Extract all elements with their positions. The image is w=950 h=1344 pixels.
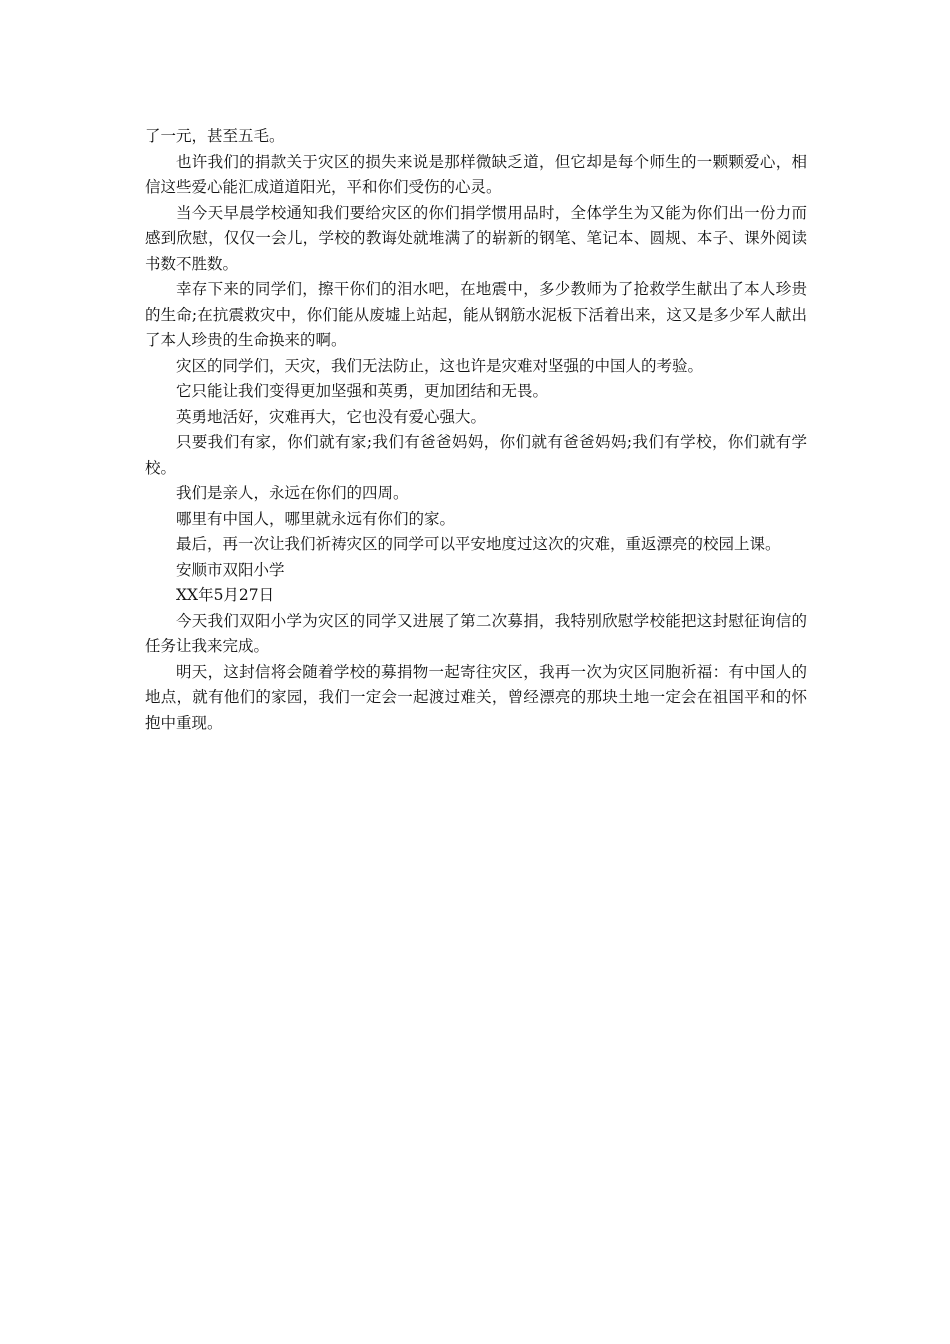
- paragraph-live-bravely: 英勇地活好，灾难再大，它也没有爱心强大。: [176, 407, 487, 426]
- paragraph-blessing: 明天，这封信将会随着学校的募捐物一起寄往灾区，我再一次为灾区同胞祈福：有中国人的地点，就有他们的家园，我们一定会一起渡过难关，曾经漂亮的那块土地一定会在祖国平和的怀抱中重现。: [145, 662, 807, 732]
- document-page: [145, 124, 807, 736]
- paragraph-home-family: 只要我们有家，你们就有家;我们有爸爸妈妈，你们就有爸爸妈妈;我们有学校，你们就有学校。: [145, 433, 807, 477]
- paragraph-school-supplies: 当今天早晨学校通知我们要给灾区的你们捐学惯用品时，全体学生为又能为你们出一份力而感到欣慰，仅仅一会儿，学校的教诲处就堆满了的崭新的钢笔、笔记本、圆规、本子、课外阅读书数不胜数。: [145, 203, 807, 273]
- paragraph-disaster-test: 灾区的同学们，天灾，我们无法防止，这也许是灾难对坚强的中国人的考验。: [176, 356, 704, 375]
- paragraph-stronger: 它只能让我们变得更加坚强和英勇，更加团结和无畏。: [176, 382, 549, 400]
- signature-school: 安顺市双阳小学: [176, 560, 285, 579]
- paragraph-chinese-home: 哪里有中国人，哪里就永远有你们的家。: [176, 509, 456, 528]
- signature-date: XX年5月27日: [176, 586, 275, 604]
- paragraph-continuation: 了一元，甚至五毛。: [145, 127, 285, 145]
- paragraph-survivors: 幸存下来的同学们，擦干你们的泪水吧，在地震中，多少教师为了抢救学生献出了本人珍贵的生命;在抗震救灾中，你们能从废墟上站起，能从钢筋水泥板下活着出来，这又是多少军人献出了本人珍贵的生命换来的啊。: [145, 280, 807, 349]
- paragraph-prayer: 最后，再一次让我们祈祷灾区的同学可以平安地度过这次的灾难，重返漂亮的校园上课。: [176, 535, 781, 553]
- paragraph-relatives: 我们是亲人，永远在你们的四周。: [176, 484, 409, 502]
- paragraph-second-donation: 今天我们双阳小学为灾区的同学又进展了第二次募捐，我特别欣慰学校能把这封慰征询信的任务让我来完成。: [145, 611, 807, 655]
- paragraph-donation-meaning: 也许我们的捐款关于灾区的损失来说是那样微缺乏道，但它却是每个师生的一颗颗爱心，相信这些爱心能汇成道道阳光，平和你们受伤的心灵。: [145, 152, 807, 196]
